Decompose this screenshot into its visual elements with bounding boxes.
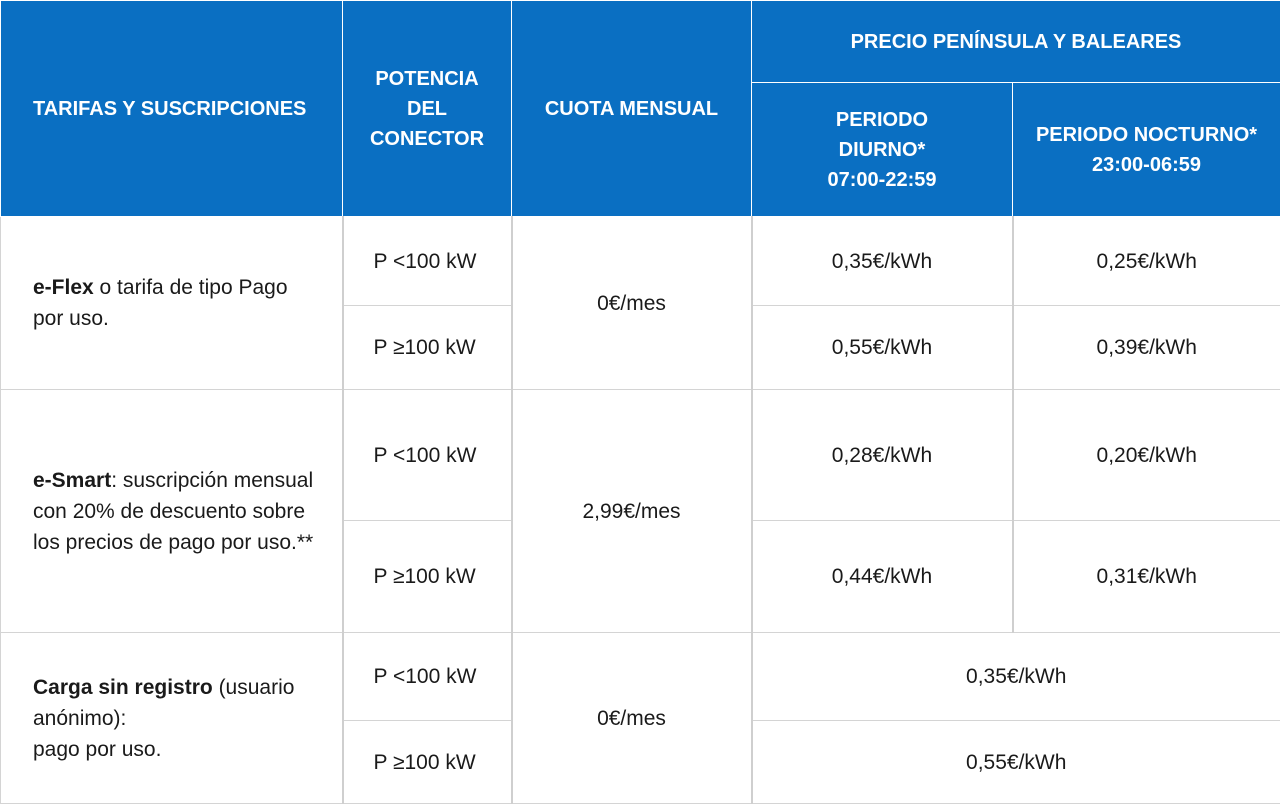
table-row — [1, 217, 1280, 306]
header-diurno — [752, 83, 1013, 217]
connector-cell: P <100 kW — [343, 217, 512, 306]
header-nocturno-line: PERIODO NOCTURNO* — [1023, 120, 1270, 150]
table-row — [1, 390, 1280, 521]
connector-cell: P ≥100 kW — [343, 521, 512, 633]
header-diurno-line: PERIODO — [762, 105, 1002, 135]
header-diurno-line: 07:00-22:59 — [762, 165, 1002, 195]
price-diurno-cell: 0,28€/kWh — [752, 390, 1013, 521]
price-diurno-cell: 0,55€/kWh — [752, 306, 1013, 390]
cuota-cell: 2,99€/mes — [512, 390, 752, 633]
header-potencia — [343, 1, 512, 217]
header-cuota: CUOTA MENSUAL — [512, 1, 752, 217]
price-diurno-cell: 0,35€/kWh — [752, 217, 1013, 306]
header-nocturno — [1013, 83, 1280, 217]
header-potencia-line: CONECTOR — [353, 124, 501, 154]
table-row — [1, 633, 1280, 721]
tariff-description — [1, 217, 343, 390]
connector-cell: P <100 kW — [343, 390, 512, 521]
header-potencia-line: POTENCIA — [353, 64, 501, 94]
price-nocturno-cell: 0,20€/kWh — [1013, 390, 1280, 521]
header-precio-group: PRECIO PENÍNSULA Y BALEARES — [752, 1, 1280, 83]
connector-cell: P ≥100 kW — [343, 721, 512, 804]
tariff-description — [1, 390, 343, 633]
cuota-cell: 0€/mes — [512, 217, 752, 390]
tariff-name: e-Smart — [33, 469, 111, 492]
tariff-desc-text: pago por uso. — [33, 738, 161, 761]
header-tarifas: TARIFAS Y SUSCRIPCIONES — [1, 1, 343, 217]
price-nocturno-cell: 0,31€/kWh — [1013, 521, 1280, 633]
connector-cell: P ≥100 kW — [343, 306, 512, 390]
tariff-name: e-Flex — [33, 276, 94, 299]
connector-cell: P <100 kW — [343, 633, 512, 721]
tariff-desc-text: o tarifa de tipo Pago por uso. — [33, 276, 288, 330]
cuota-cell: 0€/mes — [512, 633, 752, 804]
header-potencia-line: DEL — [353, 94, 501, 124]
price-nocturno-cell: 0,39€/kWh — [1013, 306, 1280, 390]
header-nocturno-line: 23:00-06:59 — [1023, 150, 1270, 180]
header-diurno-line: DIURNO* — [762, 135, 1002, 165]
tariff-desc-text: : suscripción mensual con 20% de descuento sobre los precios de pago por uso.** — [33, 469, 313, 554]
tariff-description — [1, 633, 343, 804]
price-diurno-cell: 0,44€/kWh — [752, 521, 1013, 633]
price-cell: 0,55€/kWh — [752, 721, 1280, 804]
tariff-desc-text: (usuario anónimo): — [33, 676, 294, 730]
tariff-name: Carga sin registro — [33, 676, 213, 699]
price-nocturno-cell: 0,25€/kWh — [1013, 217, 1280, 306]
price-cell: 0,35€/kWh — [752, 633, 1280, 721]
